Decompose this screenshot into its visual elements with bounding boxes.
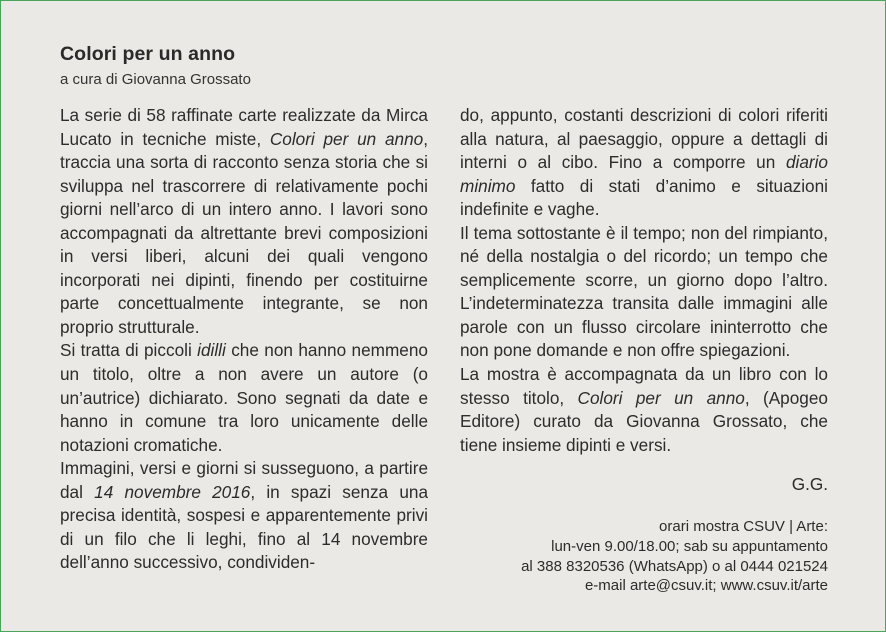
- right-column: [460, 104, 828, 457]
- italic-date: 14 novembre 2016: [94, 481, 251, 502]
- italic-word: idilli: [197, 340, 226, 361]
- text-run: Si tratta di piccoli: [60, 340, 198, 361]
- left-column: [60, 104, 428, 575]
- info-hours-label: orari mostra CSUV | Arte:: [659, 518, 828, 535]
- info-hours: lun-ven 9.00/18.00; sab su appuntamento: [551, 537, 828, 555]
- text-run: do, appunto, costanti descrizioni di colori riferiti alla natura, al paesaggio, oppure a dettagli di interni o al cibo. Fino a comporre un: [460, 105, 828, 173]
- text-run: , (Apogeo Editore) curato da Giovanna Grossato, che tiene insieme dipinti e versi.: [460, 387, 828, 455]
- text-run: Immagini, versi e giorni si susseguono, a partire dal: [60, 458, 428, 502]
- article-title: Colori per un anno: [60, 43, 236, 65]
- paragraph: [60, 104, 428, 339]
- article-subtitle: a cura di Giovanna Grossato: [60, 71, 251, 88]
- paragraph: [460, 363, 828, 457]
- signature: G.G.: [791, 474, 828, 494]
- paragraph: [460, 104, 828, 222]
- italic-title: Colori per un anno: [269, 128, 424, 149]
- info-contacts: e-mail arte@csuv.it; www.csuv.it/arte: [584, 577, 828, 595]
- exhibition-info: [460, 517, 828, 596]
- text-run: , traccia una sorta di racconto senza storia che si sviluppa nel trascorrere di relativamente pochi giorni nell’arco di un intero anno. I lavori sono accompagnati da altrettante brevi composizioni in versi liberi, alcuni dei quali vengono incorporati nei dipinti, finendo per costituirne parte concettualmente integrante, se non proprio strutturale.: [60, 128, 428, 337]
- text-run: che non hanno nemmeno un titolo, oltre a non avere un autore (o un’autrice) dichiarato. Sono segnati da date e hanno in comune tra loro unicamente delle notazioni cromatiche.: [60, 340, 428, 455]
- text-run: La mostra è accompagnata da un libro con lo stesso titolo,: [460, 364, 828, 408]
- italic-phrase: diario minimo: [460, 152, 828, 196]
- paragraph: [60, 339, 428, 457]
- info-phone: al 388 8320536 (WhatsApp) o al 0444 021524: [521, 557, 828, 575]
- text-run: La serie di 58 raffinate carte realizzate da Mirca Lucato in tecniche miste,: [60, 105, 428, 149]
- italic-title: Colori per un anno: [577, 387, 745, 408]
- paragraph: [60, 457, 428, 575]
- text-run: , in spazi senza una precisa identità, sospesi e apparentemente privi di un filo che li leghi, fino al 14 novembre dell’anno successivo, condividen-: [60, 481, 429, 573]
- paragraph: Il tema sottostante è il tempo; non del rimpianto, né della nostalgia o del ricordo; un tempo che semplicemente scorre, un giorno dopo l’altro. L’indeterminatezza transita dalle immagini alle parole con un flusso circolare ininterrotto che non pone domande e non offre spiegazioni.: [460, 222, 828, 361]
- text-run: fatto di stati d’animo e situazioni indefinite e vaghe.: [460, 175, 828, 220]
